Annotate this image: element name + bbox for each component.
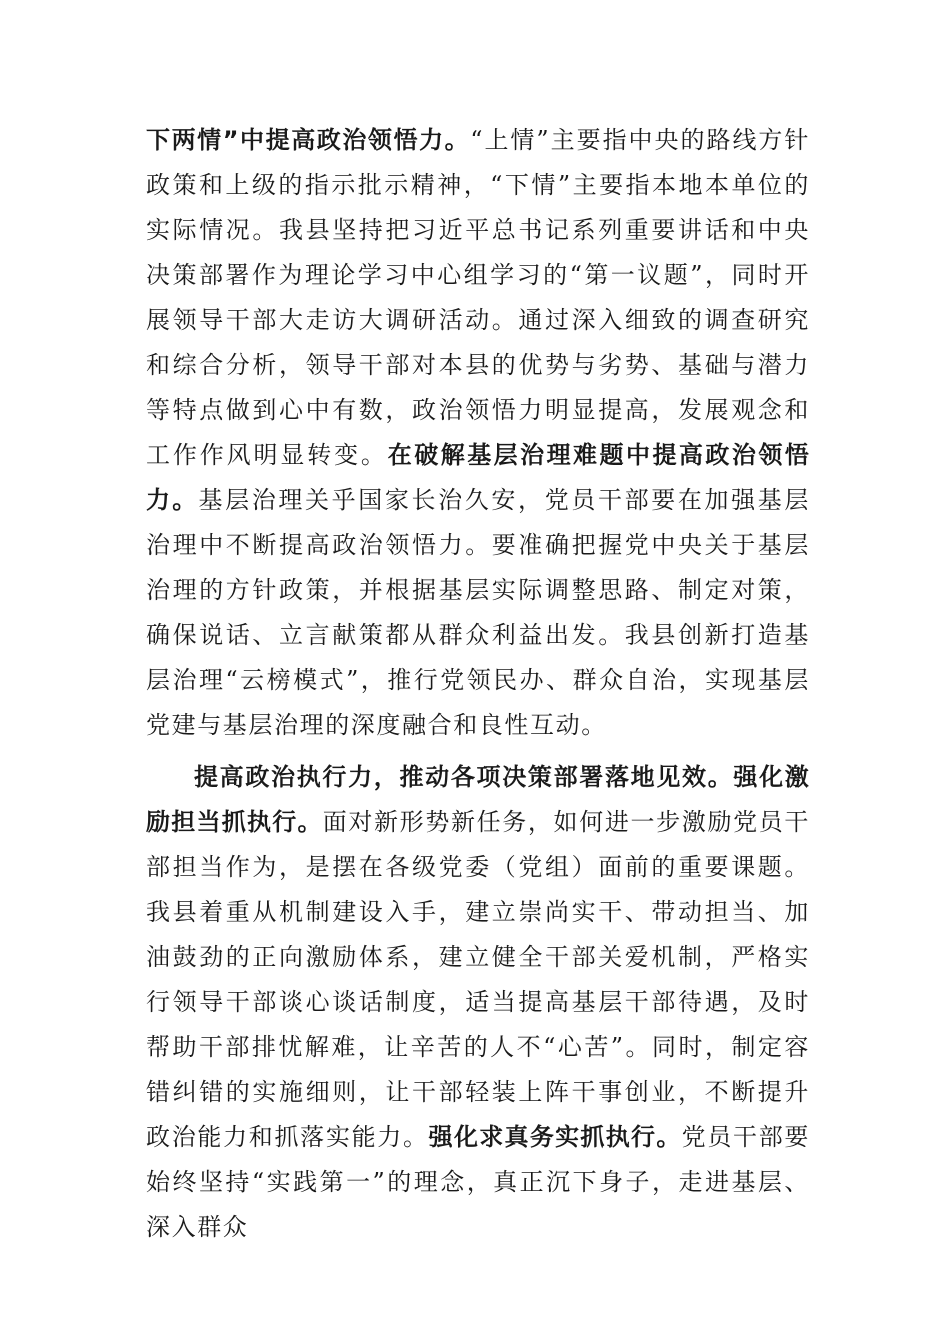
body-text: “上情”主要指中央的路线方针政策和上级的指示批示精神，“下情”主要指本地本单位的实际情况。我县坚持把习近平总书记系列重要讲话和中央决策部署作为理论学习中心组学习的“第一议题”，同时开展领导干部大走访大调研活动。通过深入细致的调查研究和综合分析，领导干部对本县的优势与劣势、基础与潜力等特点做到心中有数，政治领悟力明显提高，发展观念和工作作风明显转变。 — [146, 126, 810, 469]
bold-heading: 强化求真务实抓执行。 — [428, 1123, 682, 1151]
body-text: 面对新形势新任务，如何进一步激励党员干部担当作为，是摆在各级党委（党组）面前的重要课题。我县着重从机制建设入手，建立崇尚实干、带动担当、加油鼓劲的正向激励体系，建立健全干部关爱机制，严格实行领导干部谈心谈话制度，适当提高基层干部待遇，及时帮助干部排忧解难，让辛苦的人不“心苦”。同时，制定容错纠错的实施细则，让干部轻装上阵干事创业，不断提升政治能力和抓落实能力。 — [146, 808, 810, 1151]
paragraph-political-execution — [146, 755, 810, 1250]
bold-heading: 提高政治执行力，推动各项决策部署落地见效。强化激励担当抓执行。 — [146, 763, 810, 836]
body-text: 基层治理关乎国家长治久安，党员干部要在加强基层治理中不断提高政治领悟力。要准确把握党中央关于基层治理的方针政策，并根据基层实际调整思路、制定对策，确保说话、立言献策都从群众利益出发。我县创新打造基层治理“云榜模式”，推行党领民办、群众自治，实现基层党建与基层治理的深度融合和良性互动。 — [146, 486, 810, 739]
paragraph-political-comprehension — [146, 118, 810, 748]
bold-heading: 下两情”中提高政治领悟力。 — [146, 126, 471, 154]
bold-heading: 在破解基层治理难题中提高政治领悟力。 — [146, 441, 810, 514]
document-body — [146, 118, 810, 1250]
body-text: 党员干部要始终坚持“实践第一”的理念，真正沉下身子，走进基层、深入群众 — [146, 1123, 811, 1241]
